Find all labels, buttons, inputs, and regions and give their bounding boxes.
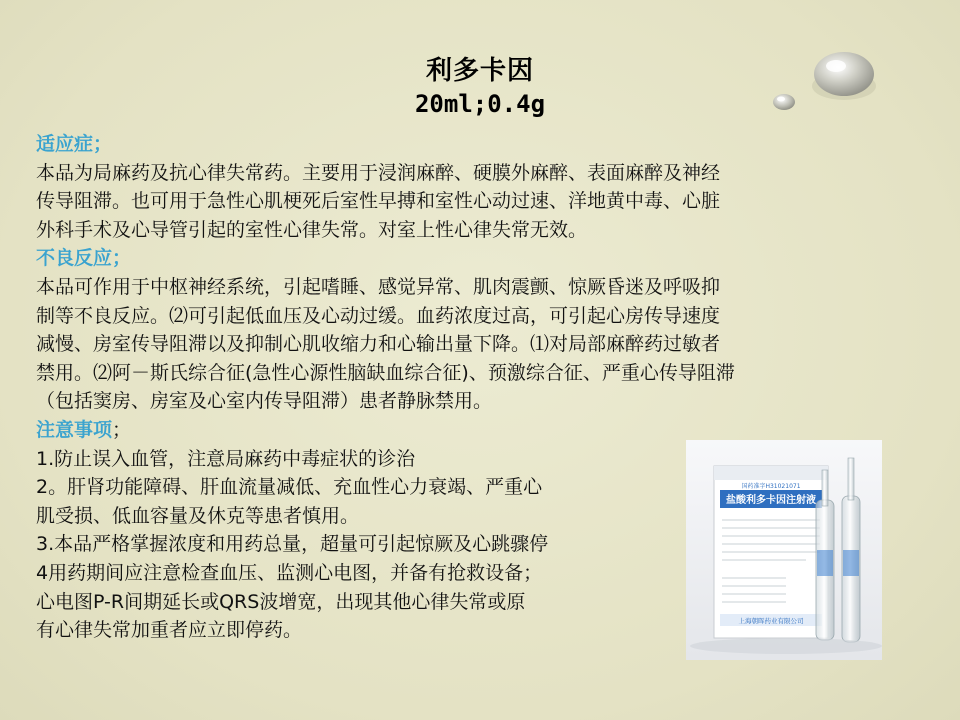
- precautions-heading-suffix: ；: [112, 418, 132, 441]
- adverse-line: 制等不良反应。⑵可引起低血压及心动过缓。血药浓度过高，可引起心房传导速度: [36, 304, 721, 327]
- precautions-line: 1.防止误入血管，注意局麻药中毒症状的诊治: [36, 447, 416, 470]
- indications-line: 外科手术及心导管引起的室性心律失常。对室上性心律失常无效。: [36, 218, 588, 241]
- adverse-line: （包括窦房、房室及心室内传导阻滞）患者静脉禁用。: [36, 390, 493, 413]
- indications-line: 本品为局麻药及抗心律失常药。主要用于浸润麻醉、硬膜外麻醉、表面麻醉及神经: [36, 161, 721, 184]
- adverse-line: 减慢、房室传导阻滞以及抑制心肌收缩力和心输出量下降。⑴对局部麻醉药过敏者: [36, 333, 721, 356]
- adverse-line: 禁用。⑵阿－斯氏综合征(急性心源性脑缺血综合征)、预激综合征、严重心传导阻滞: [36, 361, 735, 384]
- page-title: 利多卡因: [425, 56, 534, 86]
- precautions-line: 2。肝肾功能障碍、肝血流量减低、充血性心力衰竭、严重心: [36, 476, 543, 499]
- precautions-line: 肌受损、低血容量及休克等患者慎用。: [36, 504, 360, 527]
- precautions-line: 4用药期间应注意检查血压、监测心电图，并备有抢救设备；: [36, 561, 543, 584]
- precautions-line: 有心律失常加重者应立即停药。: [36, 619, 303, 642]
- indications-line: 传导阻滞。也可用于急性心肌梗死后室性早搏和室性心动过速、洋地黄中毒、心脏: [36, 190, 721, 213]
- precautions-line: 心电图P-R间期延长或QRS波增宽，出现其他心律失常或原: [36, 590, 526, 613]
- product-photo: [686, 440, 882, 660]
- adverse-reactions-heading: 不良反应；: [36, 247, 132, 270]
- precautions-line: 3.本品严格掌握浓度和用药总量，超量可引起惊厥及心跳骤停: [36, 533, 549, 556]
- precautions-heading: 注意事项: [36, 418, 113, 441]
- indications-heading: 适应症；: [36, 133, 113, 155]
- adverse-line: 本品可作用于中枢神经系统，引起嗜睡、感觉异常、肌肉震颤、惊厥昏迷及呼吸抑: [36, 275, 721, 298]
- box-label-text: 盐酸利多卡因注射液: [726, 495, 816, 506]
- page-subtitle: 20ml;0.4g: [414, 90, 546, 118]
- box-maker-text: 上海朝晖药业有限公司: [738, 617, 804, 625]
- box-approval-text: 国药准字H31021071: [741, 483, 801, 490]
- product-photo-illustration: [686, 440, 882, 660]
